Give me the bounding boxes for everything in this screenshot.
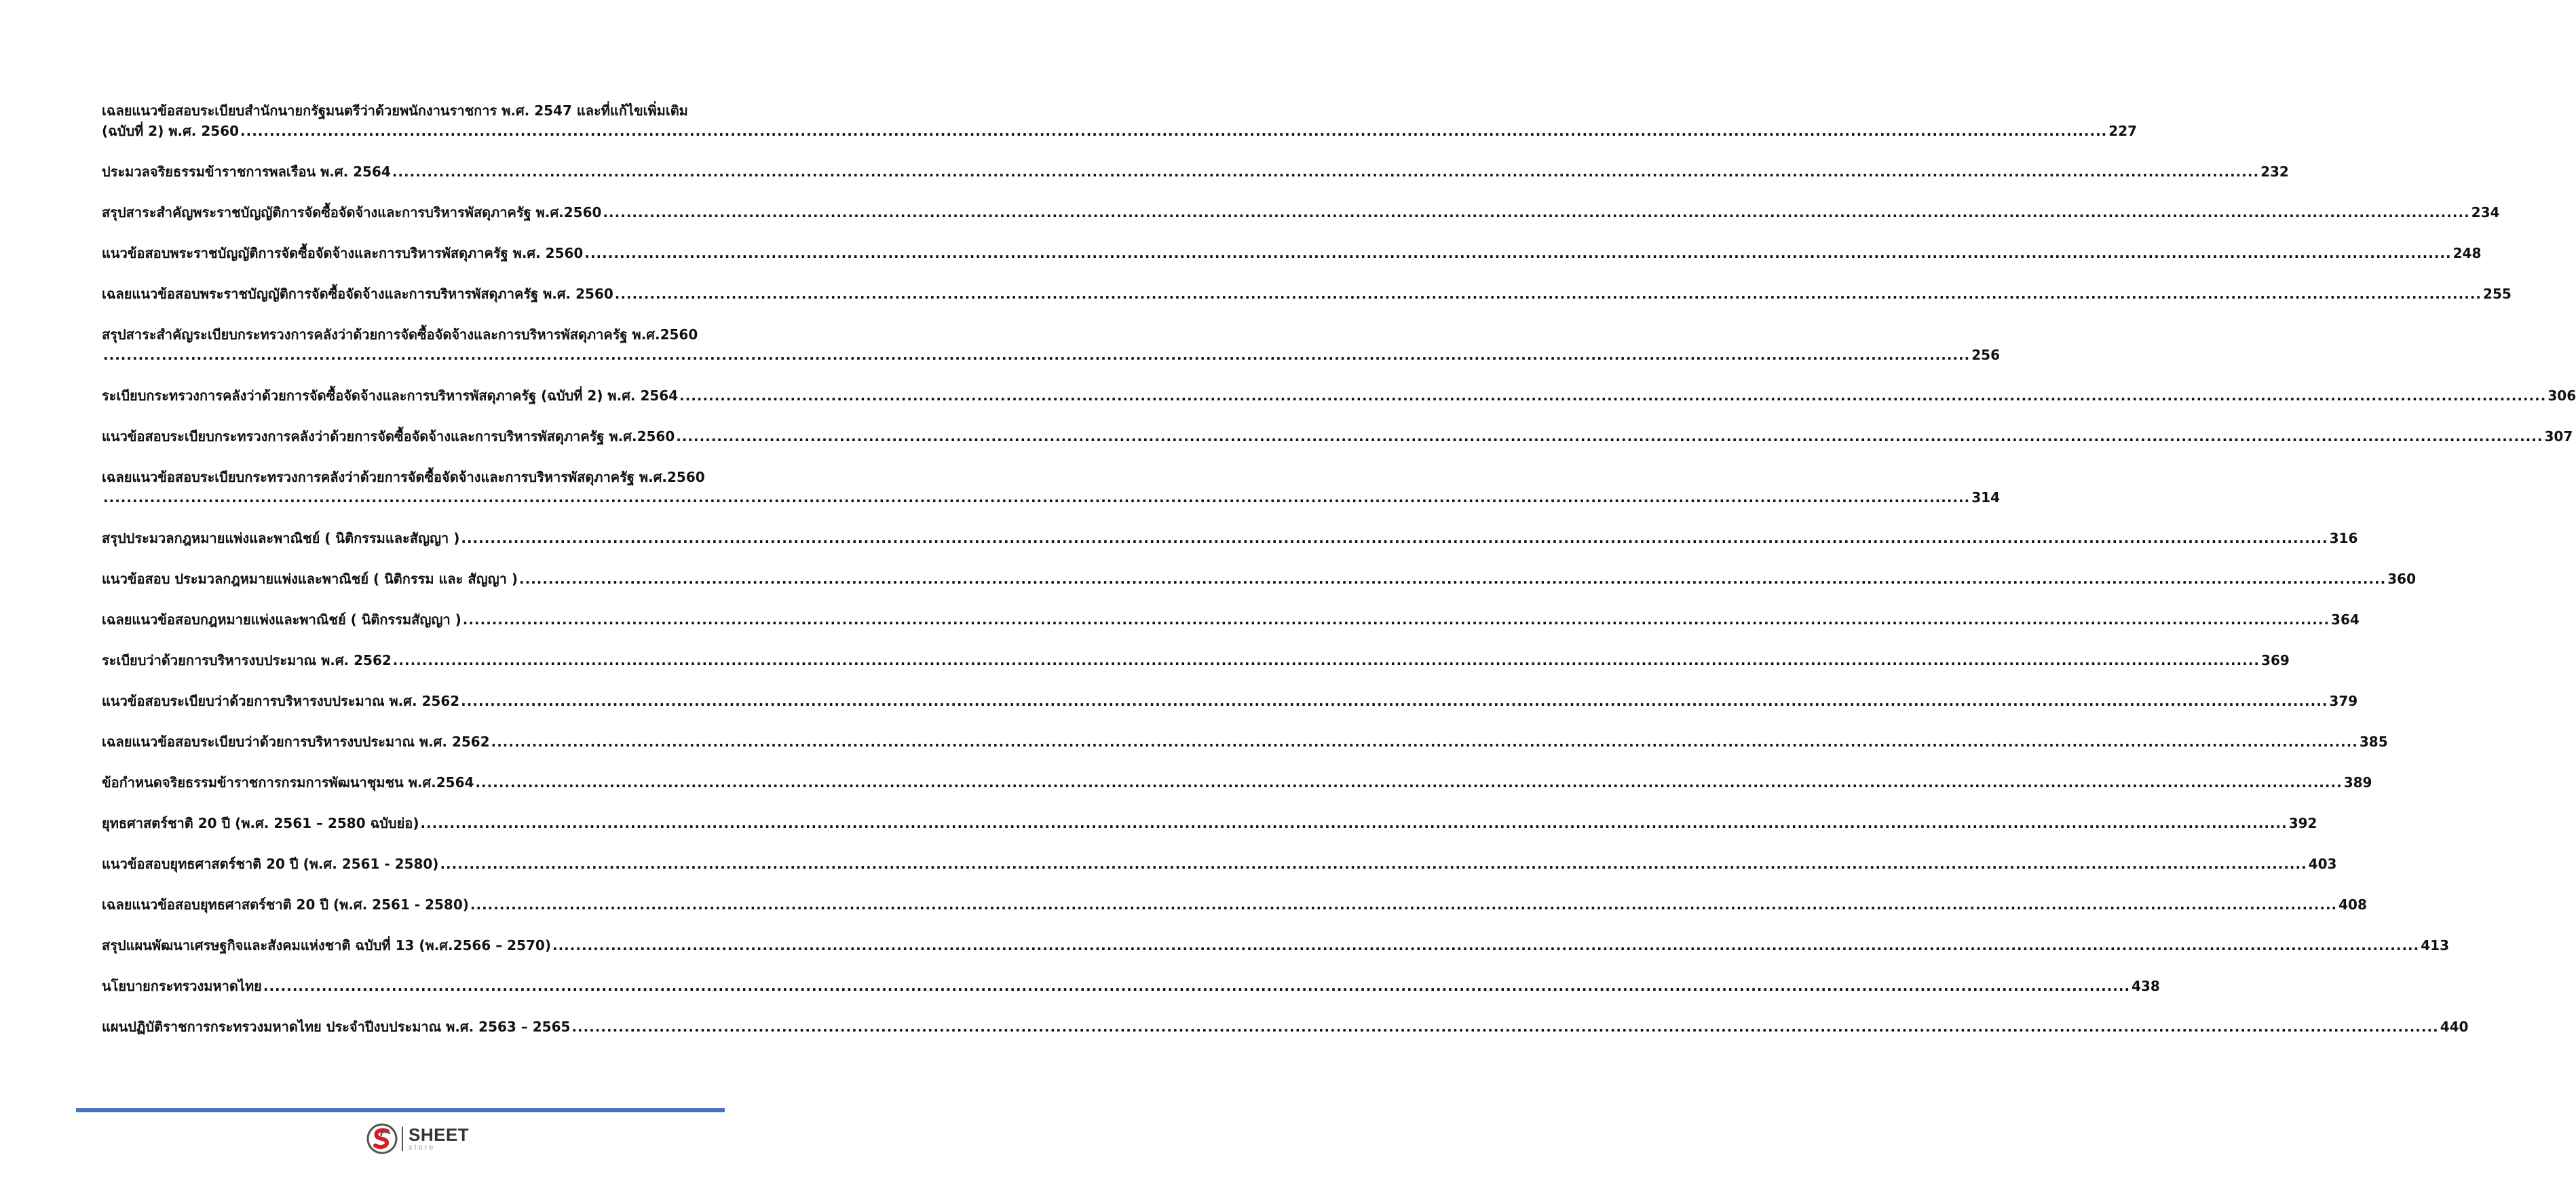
toc-page-number: 413 <box>2421 937 2449 953</box>
toc-entry-title: เฉลยแนวข้อสอบยุทธศาสตร์ชาติ 20 ปี (พ.ศ. 2561 - 2580) <box>102 896 469 913</box>
toc-page-number: 256 <box>1971 347 2000 363</box>
toc-entry[interactable] <box>102 609 2360 630</box>
dot-leader <box>392 162 2259 182</box>
dot-leader <box>103 487 1970 508</box>
dot-leader <box>393 650 2260 670</box>
toc-entry-title: สรุปแผนพัฒนาเศรษฐกิจและสังคมแห่งชาติ ฉบับที่ 13 (พ.ศ.2566 – 2570) <box>102 937 551 953</box>
dot-leader <box>552 935 2419 956</box>
toc-entry[interactable] <box>102 854 2337 874</box>
toc-entry-title: แนวข้อสอบยุทธศาสตร์ชาติ 20 ปี (พ.ศ. 2561 - 2580) <box>102 856 439 872</box>
toc-entry[interactable] <box>102 467 2000 508</box>
toc-entry-title: ระเบียบว่าด้วยการบริหารงบประมาณ พ.ศ. 2562 <box>102 652 392 668</box>
toc-entry-title: แนวข้อสอบระเบียบกระทรวงการคลังว่าด้วยการจัดซื้อจัดจ้างและการบริหารพัสดุภาครัฐ พ.ศ.2560 <box>102 428 675 445</box>
toc-page-number: 314 <box>1971 489 2000 506</box>
dot-leader <box>475 772 2342 793</box>
dot-leader <box>603 202 2469 223</box>
toc-entry[interactable] <box>102 772 2372 793</box>
toc-entry[interactable] <box>102 324 2000 365</box>
toc-entry-title: ระเบียบกระทรวงการคลังว่าด้วยการจัดซื้อจัดจ้างและการบริหารพัสดุภาครัฐ (ฉบับที่ 2) พ.ศ. 2564 <box>102 387 679 404</box>
dot-leader <box>470 894 2337 915</box>
toc-entry[interactable] <box>102 1017 2469 1037</box>
dot-leader <box>676 426 2543 447</box>
dot-leader <box>240 121 2107 141</box>
toc-entry[interactable] <box>102 650 2290 670</box>
dot-leader <box>103 345 1970 365</box>
toc-page-number: 408 <box>2338 896 2367 913</box>
toc-page-number: 248 <box>2452 245 2482 261</box>
dot-leader <box>679 385 2546 406</box>
dot-leader <box>461 528 2328 548</box>
dot-leader <box>519 569 2386 589</box>
toc-entry[interactable] <box>102 569 2416 589</box>
dot-leader <box>463 609 2330 630</box>
toc-entry-title: เฉลยแนวข้อสอบพระราชบัญญัติการจัดซื้อจัดจ้างและการบริหารพัสดุภาครัฐ พ.ศ. 2560 <box>102 286 613 302</box>
toc-entry-title: สรุปสาระสำคัญพระราชบัญญัติการจัดซื้อจัดจ้างและการบริหารพัสดุภาครัฐ พ.ศ.2560 <box>102 204 602 221</box>
dot-leader <box>420 813 2287 833</box>
toc-page-number: 440 <box>2440 1019 2469 1035</box>
toc-entry-title: แนวข้อสอบระเบียบว่าด้วยการบริหารงบประมาณ พ.ศ. 2562 <box>102 693 460 709</box>
footer-rule <box>76 1108 725 1112</box>
toc-page-number: 316 <box>2329 530 2358 546</box>
toc-entry-title: สรุปประมวลกฎหมายแพ่งและพาณิชย์ ( นิติกรรมและสัญญา ) <box>102 530 460 546</box>
toc-entry[interactable] <box>102 100 2138 141</box>
dot-leader <box>440 854 2307 874</box>
toc-entry-title: ข้อกำหนดจริยธรรมข้าราชการกรมการพัฒนาชุมชน พ.ศ.2564 <box>102 774 474 791</box>
toc-page-number: 307 <box>2544 428 2573 445</box>
toc-entry[interactable] <box>102 426 2573 447</box>
logo-text <box>409 1126 469 1152</box>
toc-page-number: 438 <box>2132 978 2160 994</box>
toc-page-number: 360 <box>2387 571 2416 587</box>
toc-entry-title: เฉลยแนวข้อสอบระเบียบกระทรวงการคลังว่าด้วยการจัดซื้อจัดจ้างและการบริหารพัสดุภาครัฐ พ.ศ.2560 <box>102 469 705 485</box>
toc-entry-title: เฉลยแนวข้อสอบระเบียบสำนักนายกรัฐมนตรีว่าด้วยพนักงานราชการ พ.ศ. 2547 และที่แก้ไขเพิ่มเติม <box>102 102 688 119</box>
toc-page-number: 369 <box>2261 652 2290 668</box>
toc-entry-title: ประมวลจริยธรรมข้าราชการพลเรือน พ.ศ. 2564 <box>102 164 391 180</box>
toc-entry[interactable] <box>102 243 2482 263</box>
toc-entry-title-continued: (ฉบับที่ 2) พ.ศ. 2560 <box>102 123 240 139</box>
toc-page-number: 403 <box>2308 856 2337 872</box>
toc-entry-title: นโยบายกระทรวงมหาดไทย <box>102 978 262 994</box>
toc-entry[interactable] <box>102 976 2160 996</box>
toc-page-number: 234 <box>2471 204 2500 221</box>
toc-entry[interactable] <box>102 284 2512 304</box>
toc-entry[interactable] <box>102 162 2289 182</box>
dot-leader <box>461 691 2328 711</box>
toc-entry-title: แนวข้อสอบ ประมวลกฎหมายแพ่งและพาณิชย์ ( นิติกรรม และ สัญญา ) <box>102 571 518 587</box>
toc-page-number: 389 <box>2343 774 2372 791</box>
toc-page-number: 364 <box>2331 611 2360 628</box>
toc-entry[interactable] <box>102 813 2317 833</box>
toc-entry[interactable] <box>102 894 2367 915</box>
toc-entry[interactable] <box>102 732 2388 752</box>
toc-page-number: 385 <box>2359 734 2388 750</box>
table-of-contents <box>102 100 2576 1057</box>
logo-wordmark: SHEET <box>409 1124 470 1145</box>
toc-page-number: 306 <box>2547 387 2576 404</box>
toc-entry-title: แนวข้อสอบพระราชบัญญัติการจัดซื้อจัดจ้างและการบริหารพัสดุภาครัฐ พ.ศ. 2560 <box>102 245 584 261</box>
toc-entry-title: สรุปสาระสำคัญระเบียบกระทรวงการคลังว่าด้วยการจัดซื้อจัดจ้างและการบริหารพัสดุภาครัฐ พ.ศ.2560 <box>102 326 698 343</box>
toc-page-number: 255 <box>2483 286 2512 302</box>
toc-entry[interactable] <box>102 385 2576 406</box>
toc-entry[interactable] <box>102 935 2449 956</box>
dot-leader <box>571 1017 2438 1037</box>
toc-entry[interactable] <box>102 691 2358 711</box>
toc-entry-title: ยุทธศาสตร์ชาติ 20 ปี (พ.ศ. 2561 – 2580 ฉบับย่อ) <box>102 815 419 831</box>
toc-page-number: 227 <box>2108 123 2138 139</box>
toc-entry-title: แผนปฏิบัติราชการกระทรวงมหาดไทย ประจำปีงบประมาณ พ.ศ. 2563 – 2565 <box>102 1019 571 1035</box>
toc-entry-title: เฉลยแนวข้อสอบกฎหมายแพ่งและพาณิชย์ ( นิติกรรมสัญญา ) <box>102 611 461 628</box>
toc-entry[interactable] <box>102 528 2358 548</box>
dot-leader <box>491 732 2358 752</box>
logo-subtitle: store <box>409 1143 436 1152</box>
dot-leader <box>584 243 2451 263</box>
logo-divider <box>402 1127 403 1151</box>
toc-entry-title: เฉลยแนวข้อสอบระเบียบว่าด้วยการบริหารงบประมาณ พ.ศ. 2562 <box>102 734 490 750</box>
toc-page-number: 392 <box>2288 815 2317 831</box>
toc-page-number: 232 <box>2260 164 2289 180</box>
sheet-store-logo <box>366 1122 469 1155</box>
sheet-store-s-logo-icon <box>366 1123 398 1154</box>
dot-leader <box>615 284 2482 304</box>
dot-leader <box>263 976 2130 996</box>
toc-page-number: 379 <box>2329 693 2358 709</box>
toc-entry[interactable] <box>102 202 2500 223</box>
